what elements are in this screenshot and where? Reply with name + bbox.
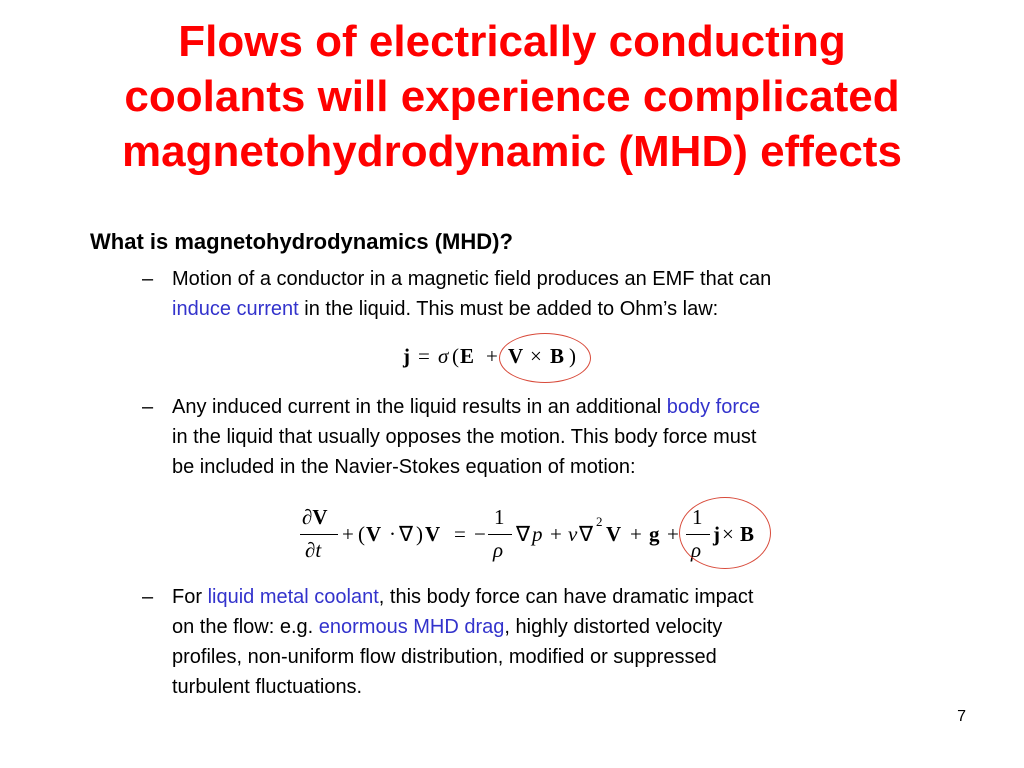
eq2-plus-2: + xyxy=(550,522,562,546)
bullet-3-line-2-pre: on the flow: e.g. xyxy=(172,616,319,638)
eq1-rparen: ) xyxy=(569,344,576,368)
bullet-2-line-3: be included in the Navier-Stokes equation of motion: xyxy=(172,456,636,478)
eq2-plus-3: + xyxy=(630,522,642,546)
bullet-1-line-2 xyxy=(172,294,942,324)
body-force-highlight: body force xyxy=(666,396,761,418)
eq2-nabla-1: ∇ xyxy=(399,522,414,546)
eq1-B: B xyxy=(550,344,565,368)
bullet-3-line-2 xyxy=(172,612,942,642)
bullet-3-line-2-rest: , highly distorted velocity xyxy=(504,616,723,638)
eq2-V-2: V xyxy=(425,522,441,546)
eq1-sigma: σ xyxy=(438,344,449,368)
bullet-dash: – xyxy=(142,396,154,418)
eq2-one-1: 1 xyxy=(494,505,505,529)
bullet-1-line-1: Motion of a conductor in a magnetic field produces an EMF that can xyxy=(172,268,772,290)
eq2-rho-2: ρ xyxy=(691,538,702,562)
eq1-times: × xyxy=(530,344,542,368)
eq2-plus-4: + xyxy=(667,522,679,546)
eq1-equals: = xyxy=(418,344,430,368)
title-line-1: Flows of electrically conducting xyxy=(178,17,846,66)
eq2-minus: − xyxy=(474,522,486,546)
eq1-V: V xyxy=(508,344,524,368)
eq2-rparen: ) xyxy=(416,522,423,546)
eq2-p: p xyxy=(532,522,543,546)
eq2-frac-line-1 xyxy=(300,534,338,535)
eq2-lparen: ( xyxy=(358,522,365,546)
highlight-circle-vxb xyxy=(499,333,591,383)
bullet-2-line-1 xyxy=(172,392,942,422)
eq1-j: j xyxy=(403,344,410,368)
bullet-1-line-2-rest: in the liquid. This must be added to Ohm’s law: xyxy=(298,298,719,320)
question-heading: What is magnetohydrodynamics (MHD)? xyxy=(90,229,513,254)
bullet-2-line-2: in the liquid that usually opposes the motion. This body force must xyxy=(172,426,757,448)
liquid-metal-coolant-highlight: liquid metal coolant xyxy=(207,586,379,608)
navier-stokes-equation xyxy=(0,502,1024,572)
eq2-dV: ∂V xyxy=(302,505,328,529)
eq2-g: g xyxy=(649,522,660,546)
eq2-V-1: V xyxy=(366,522,382,546)
eq2-frac-line-2 xyxy=(488,534,512,535)
bullet-3-line-1 xyxy=(172,582,942,612)
highlight-circle-body-force xyxy=(679,497,771,569)
eq1-lparen: ( xyxy=(452,344,459,368)
bullet-1-text xyxy=(172,264,942,324)
eq2-V-3: V xyxy=(606,522,622,546)
eq1-plus: + xyxy=(486,344,498,368)
eq2-nu: ν xyxy=(568,522,578,546)
bullet-dash: – xyxy=(142,586,154,608)
eq2-j: j xyxy=(713,522,720,546)
eq2-equals: = xyxy=(454,522,466,546)
bullet-3-line-4: turbulent fluctuations. xyxy=(172,676,363,698)
bullet-2-text xyxy=(172,392,942,482)
eq2-one-2: 1 xyxy=(692,505,703,529)
bullet-3-mid: , this body force can have dramatic impact xyxy=(378,586,754,608)
title-line-3: magnetohydrodynamic (MHD) effects xyxy=(122,127,902,176)
eq2-plus-1: + xyxy=(342,522,354,546)
bullet-3-text xyxy=(172,582,942,702)
bullet-3-pre: For xyxy=(172,586,208,608)
eq2-rho-1: ρ xyxy=(493,538,504,562)
eq2-B: B xyxy=(740,522,755,546)
eq2-times: × xyxy=(722,522,734,546)
title-line-2: coolants will experience complicated xyxy=(124,72,900,121)
bullet-dash: – xyxy=(142,268,154,290)
eq2-dt: ∂t xyxy=(305,538,322,562)
eq2-nabla-2: ∇ xyxy=(579,522,594,546)
eq1-E: E xyxy=(460,344,475,368)
induce-current-highlight: induce current xyxy=(172,298,299,320)
eq2-dot: · xyxy=(389,522,396,546)
bullet-3-line-3: profiles, non-uniform flow distribution, modified or suppressed xyxy=(172,646,717,668)
eq2-nabla-p: ∇ xyxy=(516,522,531,546)
slide-title xyxy=(20,14,1004,179)
bullet-2-line-1-pre: Any induced current in the liquid results in an additional xyxy=(172,396,667,418)
eq2-squared: 2 xyxy=(596,514,603,529)
mhd-drag-highlight: enormous MHD drag xyxy=(318,616,505,638)
page-number: 7 xyxy=(957,708,966,725)
